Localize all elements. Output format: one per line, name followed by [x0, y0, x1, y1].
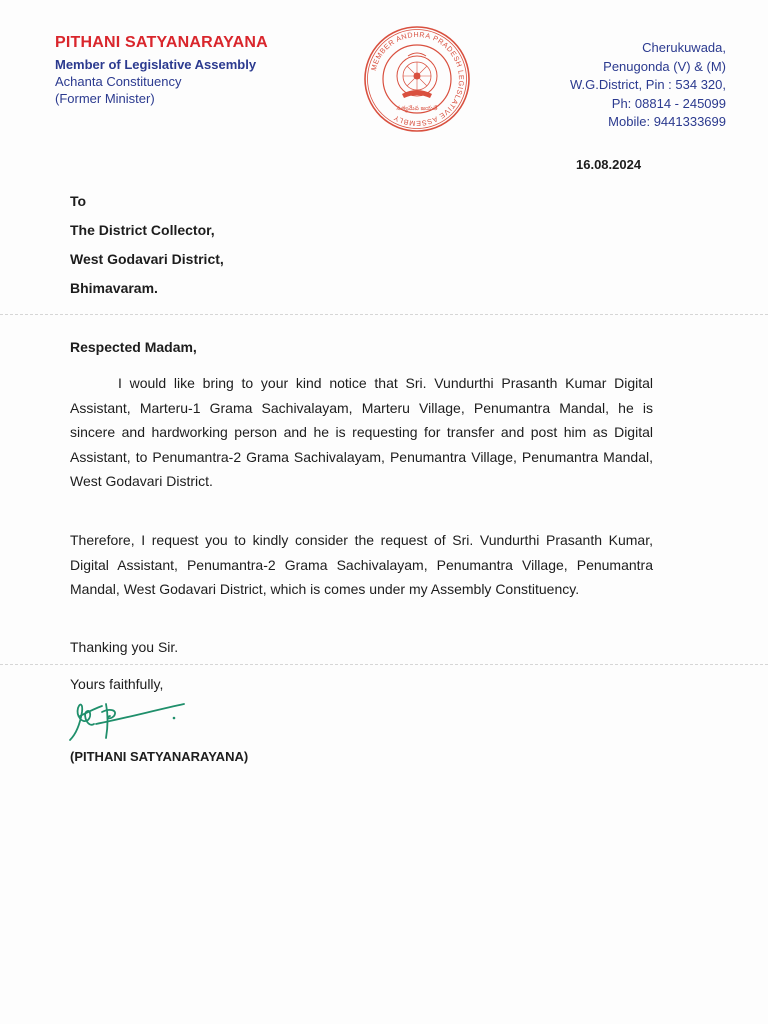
- letterhead-constituency: Achanta Constituency: [55, 74, 182, 89]
- body-paragraph: Therefore, I request you to kindly consider the request of Sri. Vundurthi Prasanth Kumar, Digital Assistant, Penumantra-2 Grama Sachivalayam, Penumantra Village, Penumantra Mandal, West Godavari District, which is comes under my Assembly Constituency.: [70, 532, 653, 597]
- letterhead-name: PITHANI SATYANARAYANA: [55, 34, 268, 51]
- address-line: W.G.District, Pin : 534 320,: [569, 77, 726, 92]
- signatory-name: (PITHANI SATYANARAYANA): [70, 749, 249, 764]
- recipient-line: To: [70, 193, 87, 209]
- mobile-line: Mobile: 9441333699: [608, 114, 726, 129]
- address-line: Penugonda (V) & (M): [603, 58, 726, 74]
- thanks-line: Thanking you Sir.: [70, 639, 179, 655]
- recipient-line: The District Collector,: [70, 222, 215, 238]
- seal-motto: సత్యమేవ జయతే: [396, 105, 438, 112]
- letterhead-former-title: (Former Minister): [55, 91, 155, 106]
- salutation: Respected Madam,: [70, 339, 197, 355]
- letter-date: 16.08.2024: [576, 157, 642, 172]
- closing-line: Yours faithfully,: [70, 676, 164, 692]
- body-paragraph: I would like bring to your kind notice that Sri. Vundurthi Prasanth Kumar Digital Assistant, Marteru-1 Grama Sachivalayam, Marteru Village, Penumantra Mandal, he is sincere and hardworking person and he is requesting for transfer and post him as Digital Assistant, to Penumantra-2 Grama Sachivalayam, Penumantra Village, Penumantra Mandal, West Godavari District.: [70, 375, 653, 489]
- fold-line: [0, 314, 768, 315]
- assembly-seal-icon: [362, 24, 472, 134]
- letterhead-left: [55, 34, 268, 108]
- address-line: Cherukuwada,: [642, 40, 726, 55]
- seal-ring-text: MEMBER ANDHRA PRADESH LEGISLATIVE ASSEMBLY: [368, 29, 467, 129]
- handwritten-signature: [66, 694, 190, 744]
- letterhead-address: [570, 39, 726, 132]
- phone-line: Ph: 08814 - 245099: [611, 95, 726, 111]
- recipient-line: West Godavari District,: [70, 251, 224, 267]
- fold-line: [0, 664, 768, 665]
- letterhead-role: Member of Legislative Assembly: [55, 57, 257, 72]
- recipient-block: [70, 193, 224, 309]
- recipient-line: Bhimavaram.: [70, 280, 158, 296]
